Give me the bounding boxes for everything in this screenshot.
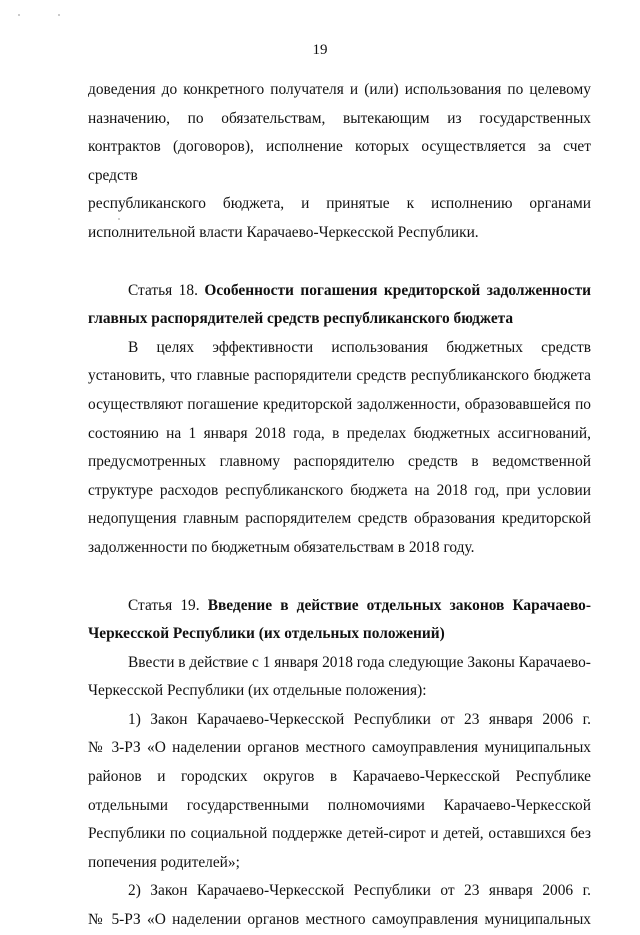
- text-line: осуществляют погашение кредиторской задолженности, образовавшейся по: [88, 395, 591, 413]
- text-line: назначению, по обязательствам, вытекающим из государственных: [88, 109, 591, 127]
- article-18-heading: [88, 277, 591, 306]
- page-body: [88, 76, 591, 935]
- text-line: задолженности по бюджетным обязательствам в 2018 году.: [88, 538, 475, 556]
- list-item-line: отдельными государственными полномочиями Карачаево-Черкесской: [88, 796, 591, 814]
- text-line: республиканского бюджета, и принятые к исполнению органами: [88, 195, 591, 213]
- article-19-heading: [88, 592, 591, 621]
- text-line: недопущения главным распорядителем средств образования кредиторской: [88, 510, 591, 528]
- list-item-line: 1) Закон Карачаево-Черкесской Республики от 23 января 2006 г.: [128, 710, 591, 728]
- scan-speck: [58, 14, 60, 16]
- text-line: предусмотренных главному распорядителю средств в ведомственной: [88, 453, 591, 471]
- list-item-line: Республики по социальной поддержке детей-сирот и детей, оставшихся без: [88, 825, 591, 843]
- text-line: контрактов (договоров), исполнение которых осуществляется за счет средств: [88, 138, 591, 184]
- text-line: состоянию на 1 января 2018 года, в пределах бюджетных ассигнований,: [88, 424, 591, 442]
- text-line: установить, что главные распорядители средств республиканского бюджета: [88, 367, 591, 385]
- list-item-line: попечения родителей»;: [88, 853, 240, 871]
- text-line: исполнительной власти Карачаево-Черкесской Республики.: [88, 223, 479, 241]
- page-number: 19: [312, 42, 328, 58]
- scan-speck: [18, 14, 20, 16]
- text-line: Ввести в действие с 1 января 2018 года следующие Законы Карачаево-: [128, 653, 591, 671]
- article-19-title: Черкесской Республики (их отдельных положений): [88, 625, 445, 643]
- text-line: структуре расходов республиканского бюджета на 2018 год, при условии: [88, 481, 591, 499]
- text-line: В целях эффективности использования бюджетных средств: [128, 338, 591, 356]
- article-18-label: Статья 18.: [128, 281, 198, 299]
- article-18-title: главных распорядителей средств республиканского бюджета: [88, 310, 514, 328]
- article-19-title: Введение в действие отдельных законов Карачаево-: [207, 596, 591, 614]
- article-19-label: Статья 19.: [128, 596, 200, 614]
- list-item-line: № 5-РЗ «О наделении органов местного самоуправления муниципальных: [88, 911, 591, 929]
- article-18-title: Особенности погашения кредиторской задолженности: [204, 281, 591, 299]
- list-item-line: 2) Закон Карачаево-Черкесской Республики от 23 января 2006 г.: [128, 882, 591, 900]
- text-line: Черкесской Республики (их отдельные положения):: [88, 682, 427, 700]
- list-item-line: районов и городских округов в Карачаево-Черкесской Республике: [88, 768, 591, 786]
- text-line: доведения до конкретного получателя и (или) использования по целевому: [88, 81, 591, 98]
- list-item-line: № 3-РЗ «О наделении органов местного самоуправления муниципальных: [88, 739, 591, 757]
